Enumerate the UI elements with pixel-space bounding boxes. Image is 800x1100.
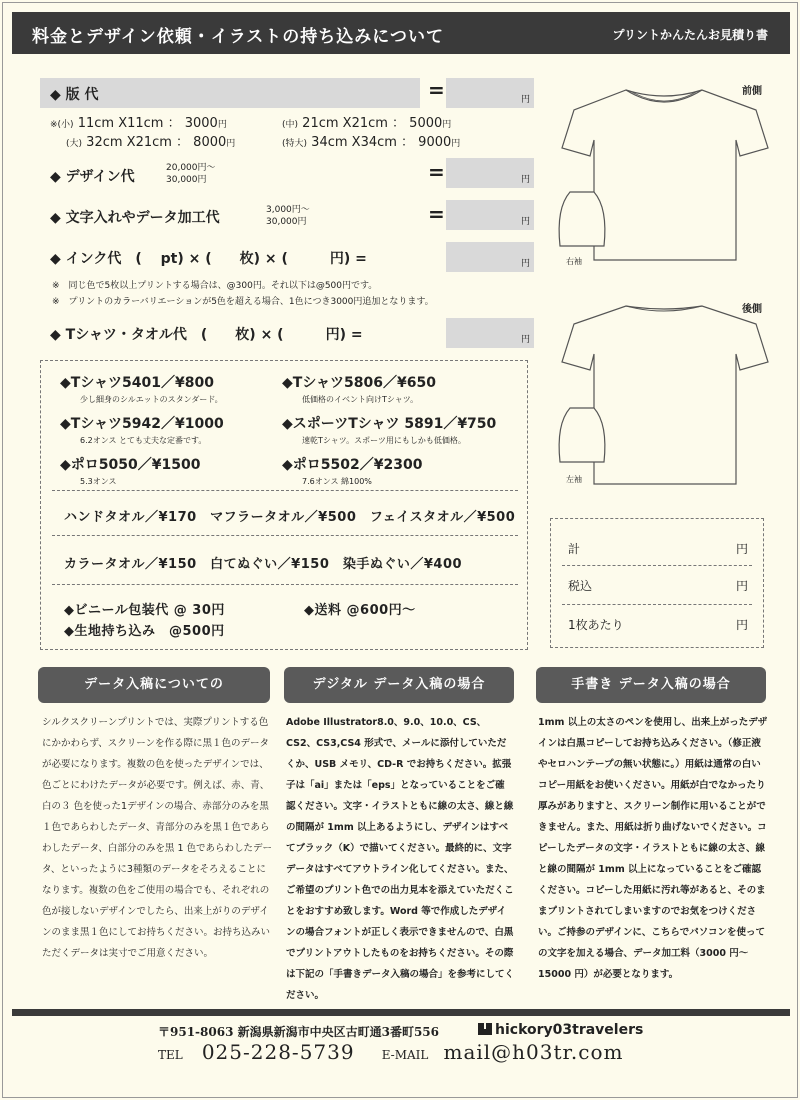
size-medium: (中) 21cm X21cm ： 5000円 [282, 116, 452, 131]
shipping-fee: ◆送料 @600円～ [304, 603, 416, 618]
yen-unit: 円 [520, 95, 530, 105]
right-sleeve-icon [552, 188, 612, 252]
divider [52, 584, 518, 585]
yen-unit: 円 [520, 335, 530, 345]
vinyl-fee: ◆ビニール包装代 @ 30円 [64, 603, 225, 618]
left-sleeve-label: 左袖 [566, 475, 582, 484]
size-small: ※(小) 11cm X11cm ： 3000円 [50, 116, 227, 131]
fabric-fee: ◆生地持ち込み @500円 [64, 624, 225, 639]
tel-label: TEL [158, 1048, 183, 1062]
product-item: ◆Tシャツ5806／¥650 低価格のイベント向けTシャツ。 [282, 375, 436, 404]
front-label: 前側 [742, 86, 762, 97]
divider [52, 535, 518, 536]
tshirt-price-field[interactable] [446, 318, 534, 348]
per-unit-row: 1枚あたり 円 [568, 618, 748, 632]
address: 〒951-8063 新潟県新潟市中央区古町通3番町556 [158, 1025, 440, 1039]
data-section-title: データ入稿についての [38, 667, 270, 703]
brand-logo-icon [478, 1023, 492, 1035]
equals-sign: = [428, 202, 445, 226]
digital-section-text: Adobe Illustrator8.0、9.0、10.0、CS、CS2、CS3,CS4 形式で、メールに添付していただくか、USB メモリ、CD-R でお持ちください。拡張子は「ai」または「eps」となっていることをご確認ください。文字・イラストともに線の太さ、線と線の間隔が 1mm 以上あるようにし、デザインはすべてブラック（K）で描いてください。最終的に、文字データはすべてアウトライン化してください。また、ご希望のプリント色での出力見本を添えていただくことをおすすめ致します。Word 等で作成したデザインの場合フォントが正しく表示できませんので、白黒でプリントアウトしたものをお持ちください。その際は下記の「手書きデータ入稿の場合」を参考にしてください。 [286, 717, 515, 1001]
tel-number[interactable]: 025-228-5739 [201, 1040, 355, 1064]
header-bar [12, 12, 790, 54]
divider [562, 565, 752, 566]
mail-label: E-MAIL [381, 1048, 429, 1062]
equals-sign: = [428, 160, 445, 184]
yen-unit: 円 [520, 175, 530, 185]
product-item: ◆スポーツTシャツ 5891／¥750 速乾Tシャツ。スポーツ用にもしかも低価格。 [282, 416, 497, 445]
left-sleeve-icon [552, 404, 612, 468]
yen-unit: 円 [520, 217, 530, 227]
text-note-1: 3,000円～ [266, 205, 310, 215]
hanshiro-label: ◆ 版 代 [50, 87, 99, 103]
hand-section-title: 手書き データ入稿の場合 [536, 667, 766, 703]
hanshiro-price-field[interactable] [446, 78, 534, 108]
digital-section-title: デジタル データ入稿の場合 [284, 667, 514, 703]
ink-price-field[interactable] [446, 242, 534, 272]
right-sleeve-label: 右袖 [566, 257, 582, 266]
page-subtitle: プリントかんたんお見積り書 [612, 28, 768, 42]
hand-section-text: 1mm 以上の太さのペンを使用し、出来上がったデザインは白黒コピーしてお持ち込みください。（修正液やセロハンテープの無い状態に。）用紙は通常の白いコピー用紙をお使いください。用紙が白でなかったり厚みがありますと、スクリーン制作に用いることができません。また、用紙は折り曲げないでください。コピーしたデータの文字・イラストともに線の太さ、線と線の間隔が 1mm 以上になっていることをご確認ください。コピーした用紙に汚れ等があると、そのままプリントされてしまいますのでお気をつけください。ご持参のデザインに、こちらでパソコンを使っての文字を加える場合、データ加工料（3000 円～ 15000 円）が必要となります。 [538, 717, 768, 980]
design-price-field[interactable] [446, 158, 534, 188]
divider [562, 604, 752, 605]
design-note-1: 20,000円～ [166, 163, 216, 173]
product-item: ◆ポロ5502／¥2300 7.6オンス 綿100% [282, 457, 423, 486]
text-price-field[interactable] [446, 200, 534, 230]
mail-address[interactable]: mail@h03tr.com [443, 1040, 624, 1064]
design-label: ◆ デザイン代 [50, 169, 135, 185]
product-item: ◆Tシャツ5401／¥800 少し細身のシルエットのスタンダード。 [60, 375, 223, 404]
text-label: ◆ 文字入れやデータ加工代 [50, 210, 220, 226]
product-item: ◆ポロ5050／¥1500 5.3オンス [60, 457, 201, 486]
equals-sign: = [428, 78, 445, 102]
divider [52, 490, 518, 491]
contact-line [158, 1040, 623, 1064]
tshirt-label: ◆ Tシャツ・タオル代 ( 枚) × ( 円) = [50, 327, 363, 343]
size-large: (大) 32cm X21cm ： 8000円 [66, 135, 236, 150]
back-label: 後側 [742, 304, 762, 315]
towel-list-2: カラータオル／¥150 白てぬぐい／¥150 染手ぬぐい／¥400 [64, 557, 463, 572]
ink-note-2: ※ プリントのカラーバリエーションが5色を超える場合、1色につき3000円追加となります。 [52, 297, 434, 307]
total-row: 計 円 [568, 542, 748, 556]
size-xlarge: (特大) 34cm X34cm ： 9000円 [282, 135, 461, 150]
total-tax-row: 税込 円 [568, 579, 748, 593]
ink-label: ◆ インク代 ( pt) × ( 枚) × ( 円) = [50, 251, 367, 267]
brand-name: hickory03travelers [478, 1022, 643, 1038]
yen-unit: 円 [520, 259, 530, 269]
data-section-text: シルクスクリーンプリントでは、実際プリントする色にかかわらず、スクリーンを作る際に黒１色のデータが必要になります。複数の色を使ったデザインでは、色ごとにわけたデータが必要です。例えば、赤、青、白の３ 色を使った1デザインの場合、赤部分のみを黒１色であらわしたデータ、青部分のみを黒１色であらわしたデータ、白部分のみを黒 1 色であらわしたデータ、といったように3種類のデータをそろえることになります。複数の色をご使用の場合でも、それぞれの色が接しないデザインでしたら、出来上がりのデザインのまま黒１色にしてお持ちください。お持ち込みいただくデータは実寸でご用意ください。 [42, 717, 273, 959]
design-note-2: 30,000円 [166, 175, 207, 185]
footer-rule [12, 1009, 790, 1016]
text-note-2: 30,000円 [266, 217, 307, 227]
page-title: 料金とデザイン依頼・イラストの持ち込みについて [32, 27, 444, 47]
ink-note-1: ※ 同じ色で5枚以上プリントする場合は、@300円。それ以下は@500円です。 [52, 281, 378, 291]
towel-list-1: ハンドタオル／¥170 マフラータオル／¥500 フェイスタオル／¥500 [64, 510, 516, 525]
product-item: ◆Tシャツ5942／¥1000 6.2オンス とても丈夫な定番です。 [60, 416, 224, 445]
